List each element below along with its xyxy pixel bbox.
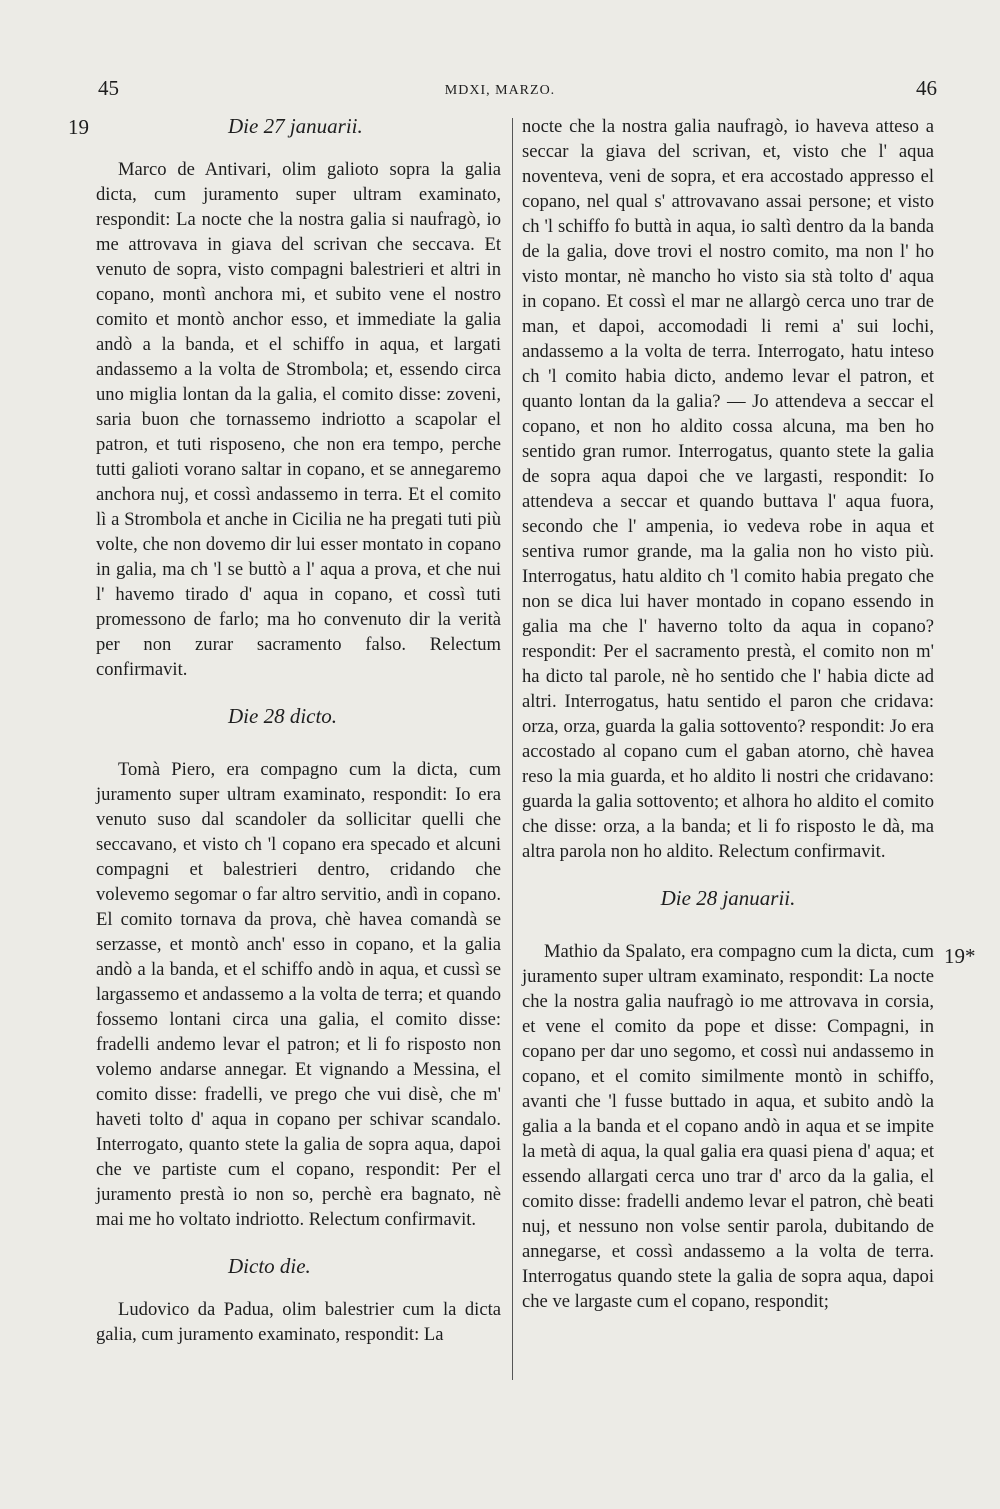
entry-heading: Die 28 januarii.: [660, 886, 796, 910]
entry-paragraph: Marco de Antivari, olim galioto sopra la galia dicta, cum juramento super ultram examinato, respondit: La nocte che la nostra galia si naufragò, io me attrovava in giava del scrivan che seccava. Et venuto de sopra, visto compagni balestrieri et altri in copano, montì anchora mi, et subito vene el nostro comito et montò anchor esso, et immediate la galia andò a la banda, et el schiffo in aqua, et largati andassemo a la volta de Strombola; et, essendo circa uno miglia lontan da la galia, el comito disse: zoveni, saria buon che tornassemo indriotto a scapolar el patron, et tuti risposeno, che non era tempo, perche tutti galioti vorano saltar in copano, et se annegaremo anchora nuj, et cossì andassemo in terra. Et el comito lì a Strombola et anche in Cicilia ne ha pregati tuti più volte, che non dovemo dir lui esser montato in copano in galia, ma ch 'l se buttò a l' aqua a prova, et che nui l' havemo tirado d' aqua in copano, et cossì tuti promessono de farlo; ma ho convenuto dir la verità per non zurar sacramento falso. Relectum confirmavit.: [96, 159, 501, 680]
margin-number-left: 19: [68, 115, 89, 139]
running-head: MDXI, MARZO.: [444, 83, 556, 98]
margin-number-right: 19*: [944, 944, 976, 968]
column-divider: [512, 118, 513, 1380]
left-column: [96, 114, 501, 1347]
entry-paragraph: nocte che la nostra galia naufragò, io haveva atteso a seccar la giava del scrivan, et, visto che l' aqua noventeva, veni de sopra, et era accostado appresso el copano, nel qual s' attrovavano assai persone; et visto ch 'l schiffo fo buttà in aqua, io saltì dentro da la banda de la galia, dove trovi el nostro comito, ma non l' ho visto montar, nè mancho ho visto sia stà tolto d' aqua in copano. Et cossì el mar ne allargò cerca uno trar de man, et dapoi, accomodadi li remi a' sui lochi, andassemo a la volta de terra. Interrogato, hatu inteso ch 'l comito habia dicto, andemo levar el patron, et quanto lontan da la galia? — Jo attendeva a seccar el copano, et non ho aldito cossa alcuna, ma ben ho sentido gran rumor. Interrogatus, quanto stete la galia de sopra aqua dapoi che ve largasti, respondit: Io attendeva a seccar et quando buttava l' aqua fuora, secondo che l' ampenia, io vedeva robe in aqua et sentiva rumor grande, ma la galia non ho visto più. Interrogatus, hatu aldito ch 'l comito habia pregato che non se dica lui haver montado in copano essendo in galia ma che l' haverno tolto da aqua in copano? respondit: Per el sacramento prestà, el comito non m' ha dicto tal parole, nè ho sentido che l' habia dicte ad altri. Interrogatus, hatu sentido el paron che cridava: orza, orza, guarda la galia sottovento? respondit: Jo era accostado al copano cum el gaban atorno, chè havea reso la mia guarda, et ho aldito li nostri che cridavano: guarda la galia sottovento; et alhora ho aldito el comito che disse: orza, a la banda; et li fo risposto le dà, ma altra parola non ho aldito. Relectum confirmavit.: [522, 116, 934, 862]
right-column: [522, 114, 934, 1314]
entry-heading: Dicto die.: [228, 1254, 311, 1278]
entry-paragraph: Tomà Piero, era compagno cum la dicta, cum juramento super ultram examinato, respondit: Io era venuto suso dal scandoler da sollicitar quelli che seccavano, et visto ch 'l copano era specado et alcuni compagni et balestrieri dentro, cridando che volevemo segomar o far altro servitio, andì in copano. El comito tornava da prova, chè havea comandà se serzasse, et montò anch' esso in copano, et la galia andò a la banda, et el schiffo andò in aqua, et cussì se largassemo et andassemo a la volta de terra; et quando fossemo lontani circa una galia, el comito disse: fradelli andemo levar el patron; et li fo risposto non volemo andarse annegar. Et vignando a Messina, el comito disse: fradelli, ve prego che vui disè, che m' haveti tolto d' aqua in copano per schivar scandalo. Interrogato, quanto stete la galia de sopra aqua, dapoi che ve partiste cum el copano, respondit: Per el juramento prestà io non so, perchè era bagnato, nè mai me ho voltato indriotto. Relectum confirmavit.: [96, 759, 501, 1230]
page-number-right: 46: [916, 76, 937, 100]
entry-paragraph: Ludovico da Padua, olim balestrier cum la dicta galia, cum juramento examinato, respondit: La: [96, 1299, 501, 1345]
page-number-left: 45: [98, 76, 119, 100]
entry-heading: Die 27 januarii.: [228, 114, 363, 138]
entry-heading: Die 28 dicto.: [228, 704, 338, 728]
entry-paragraph: Mathio da Spalato, era compagno cum la dicta, cum juramento super ultram examinato, respondit: La nocte che la nostra galia naufragò io me attrovava in corsia, et vene el comito da pope et disse: Compagni, in copano per dar uno segomo, et cossì nui andassemo in copano, et el comito similmente montò in schiffo, avanti che 'l fusse buttado in aqua, et subito andò la galia a la banda et el copano andò in aqua et se impite la metà di aqua, la qual galia era quasi piena d' aqua; et essendo allargati cerca uno trar d' arco da la galia, el comito disse: fradelli andemo levar el patron, chè beati nuj, et nessuno non volse sentir parola, dubitando de annegarse, et cossì andassemo a la volta de terra. Interrogatus quando stete la galia de sopra aqua, dapoi che ve largaste cum el copano, respondit;: [522, 941, 934, 1312]
